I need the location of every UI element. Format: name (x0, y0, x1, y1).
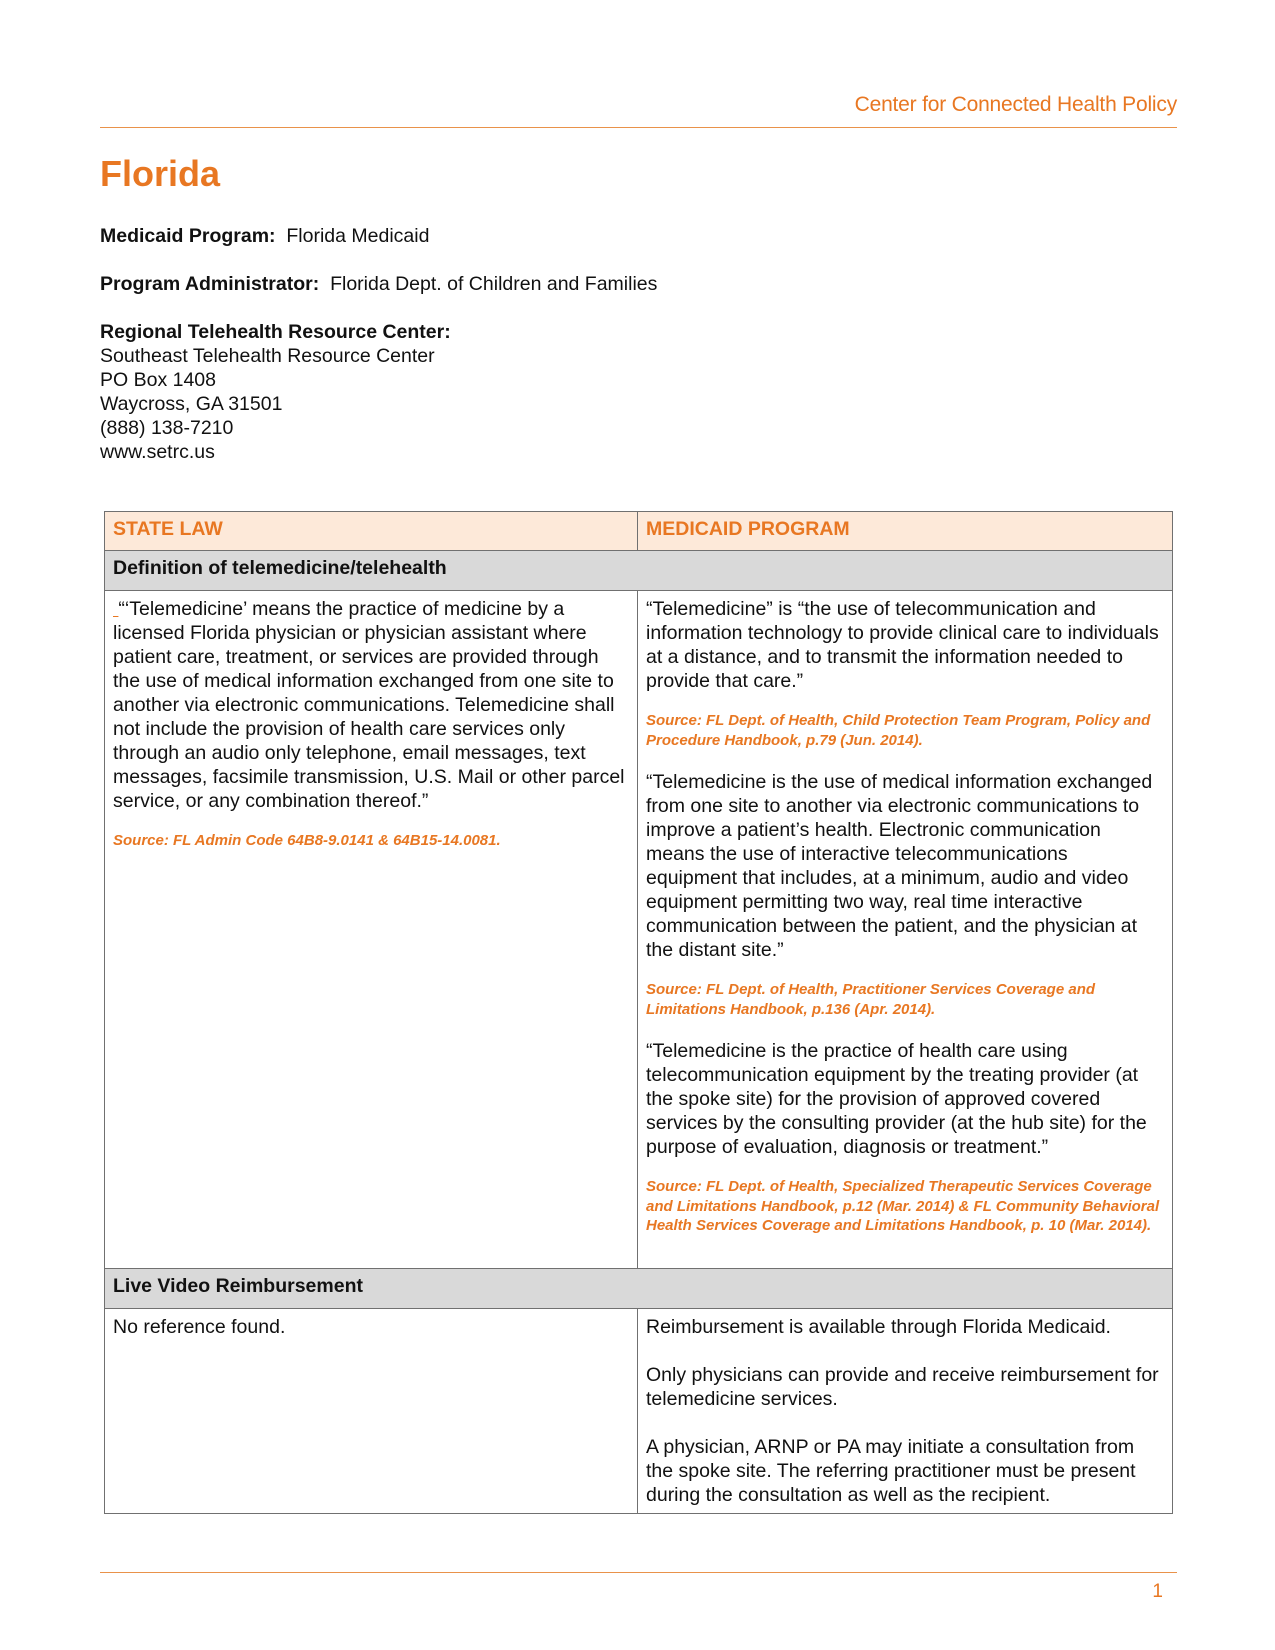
medicaid-definition-text: “Telemedicine” is “the use of telecommunication and information technology to provide clinical care to individuals at a distance, and to transmit the information needed to provide that care.” (646, 598, 1159, 692)
medicaid-cell (638, 591, 1173, 1269)
medicaid-reimbursement-text: Reimbursement is available through Florida Medicaid. (646, 1316, 1111, 1338)
column-header-medicaid-program: MEDICAID PROGRAM (638, 512, 1173, 551)
program-administrator-label: Program Administrator: (100, 273, 320, 295)
medicaid-definition-text: “Telemedicine is the use of medical information exchanged from one site to another via electronic communications to improve a patient’s health. Electronic communication means the use of interactive telecommunications equipment that includes, at a minimum, audio and video equipment permitting two way, real time interactive communication between the patient, and the physician at the distant site.” (646, 771, 1153, 961)
state-law-source: Source: FL Admin Code 64B8-9.0141 & 64B15-14.0081. (113, 832, 501, 849)
medicaid-reimbursement-text: Only physicians can provide and receive reimbursement for telemedicine services. (646, 1364, 1159, 1410)
footer-divider (100, 1572, 1177, 1573)
state-law-cell (105, 591, 638, 1269)
column-header-row (105, 512, 1173, 551)
regional-center-website: www.setrc.us (100, 441, 215, 463)
medicaid-reimbursement-text: A physician, ARNP or PA may initiate a consultation from the spoke site. The referring practitioner must be present during the consultation as well as the recipient. (646, 1436, 1136, 1506)
medicaid-definition-source: Source: FL Dept. of Health, Specialized Therapeutic Services Coverage and Limitations Handbook, p.12 (Mar. 2014) & FL Community Behavioral Health Services Coverage and Limitations Handbook, p. 10 (Mar. 2014). (646, 1178, 1160, 1234)
regional-center-city: Waycross, GA 31501 (100, 393, 283, 415)
medicaid-definition-text: “Telemedicine is the practice of health care using telecommunication equipment by the treating provider (at the spoke site) for the provision of approved covered services by the consulting provider (at the hub site) for the purpose of evaluation, diagnosis or treatment.” (646, 1040, 1147, 1158)
column-header-state-law: STATE LAW (105, 512, 638, 551)
table-row (105, 1309, 1173, 1514)
section-title-live-video: Live Video Reimbursement (105, 1269, 1173, 1309)
medicaid-cell (638, 1309, 1173, 1514)
state-law-paragraph (113, 597, 629, 813)
section-title-definition: Definition of telemedicine/telehealth (105, 551, 1173, 591)
medicaid-program-value: Florida Medicaid (286, 225, 430, 247)
section-header-row (105, 551, 1173, 591)
policy-table (104, 511, 1173, 1514)
medicaid-definition-source: Source: FL Dept. of Health, Child Protection Team Program, Policy and Procedure Handbook, p.79 (Jun. 2014). (646, 712, 1151, 749)
regional-center-po-box: PO Box 1408 (100, 369, 216, 391)
program-administrator-value: Florida Dept. of Children and Families (330, 273, 658, 295)
page-title: Florida (100, 153, 221, 194)
state-law-cell (105, 1309, 638, 1514)
section-header-row (105, 1269, 1173, 1309)
regional-center-phone: (888) 138-7210 (100, 417, 234, 439)
medicaid-definition-source: Source: FL Dept. of Health, Practitioner Services Coverage and Limitations Handbook, p.136 (Apr. 2014). (646, 981, 1096, 1018)
header-organization: Center for Connected Health Policy (854, 93, 1177, 116)
header-divider (100, 127, 1177, 128)
state-law-paragraph: No reference found. (113, 1316, 286, 1338)
state-law-definition-text: “‘Telemedicine’ means the practice of medicine by a licensed Florida physician or physician assistant where patient care, treatment, or services are provided through the use of medical information exchanged from one site to another via electronic communications. Telemedicine shall not include the provision of health care services only through an audio only telephone, email messages, text messages, facsimile transmission, U.S. Mail or other parcel service, or any combination thereof.” (113, 598, 625, 812)
regional-center-name: Southeast Telehealth Resource Center (100, 345, 435, 367)
program-administrator-info (100, 272, 657, 296)
regional-center-label: Regional Telehealth Resource Center: (100, 321, 451, 343)
medicaid-program-label: Medicaid Program: (100, 225, 276, 247)
medicaid-program-info (100, 224, 429, 248)
regional-center-info (100, 320, 451, 464)
page-number: 1 (1152, 1581, 1163, 1602)
table-row (105, 591, 1173, 1269)
